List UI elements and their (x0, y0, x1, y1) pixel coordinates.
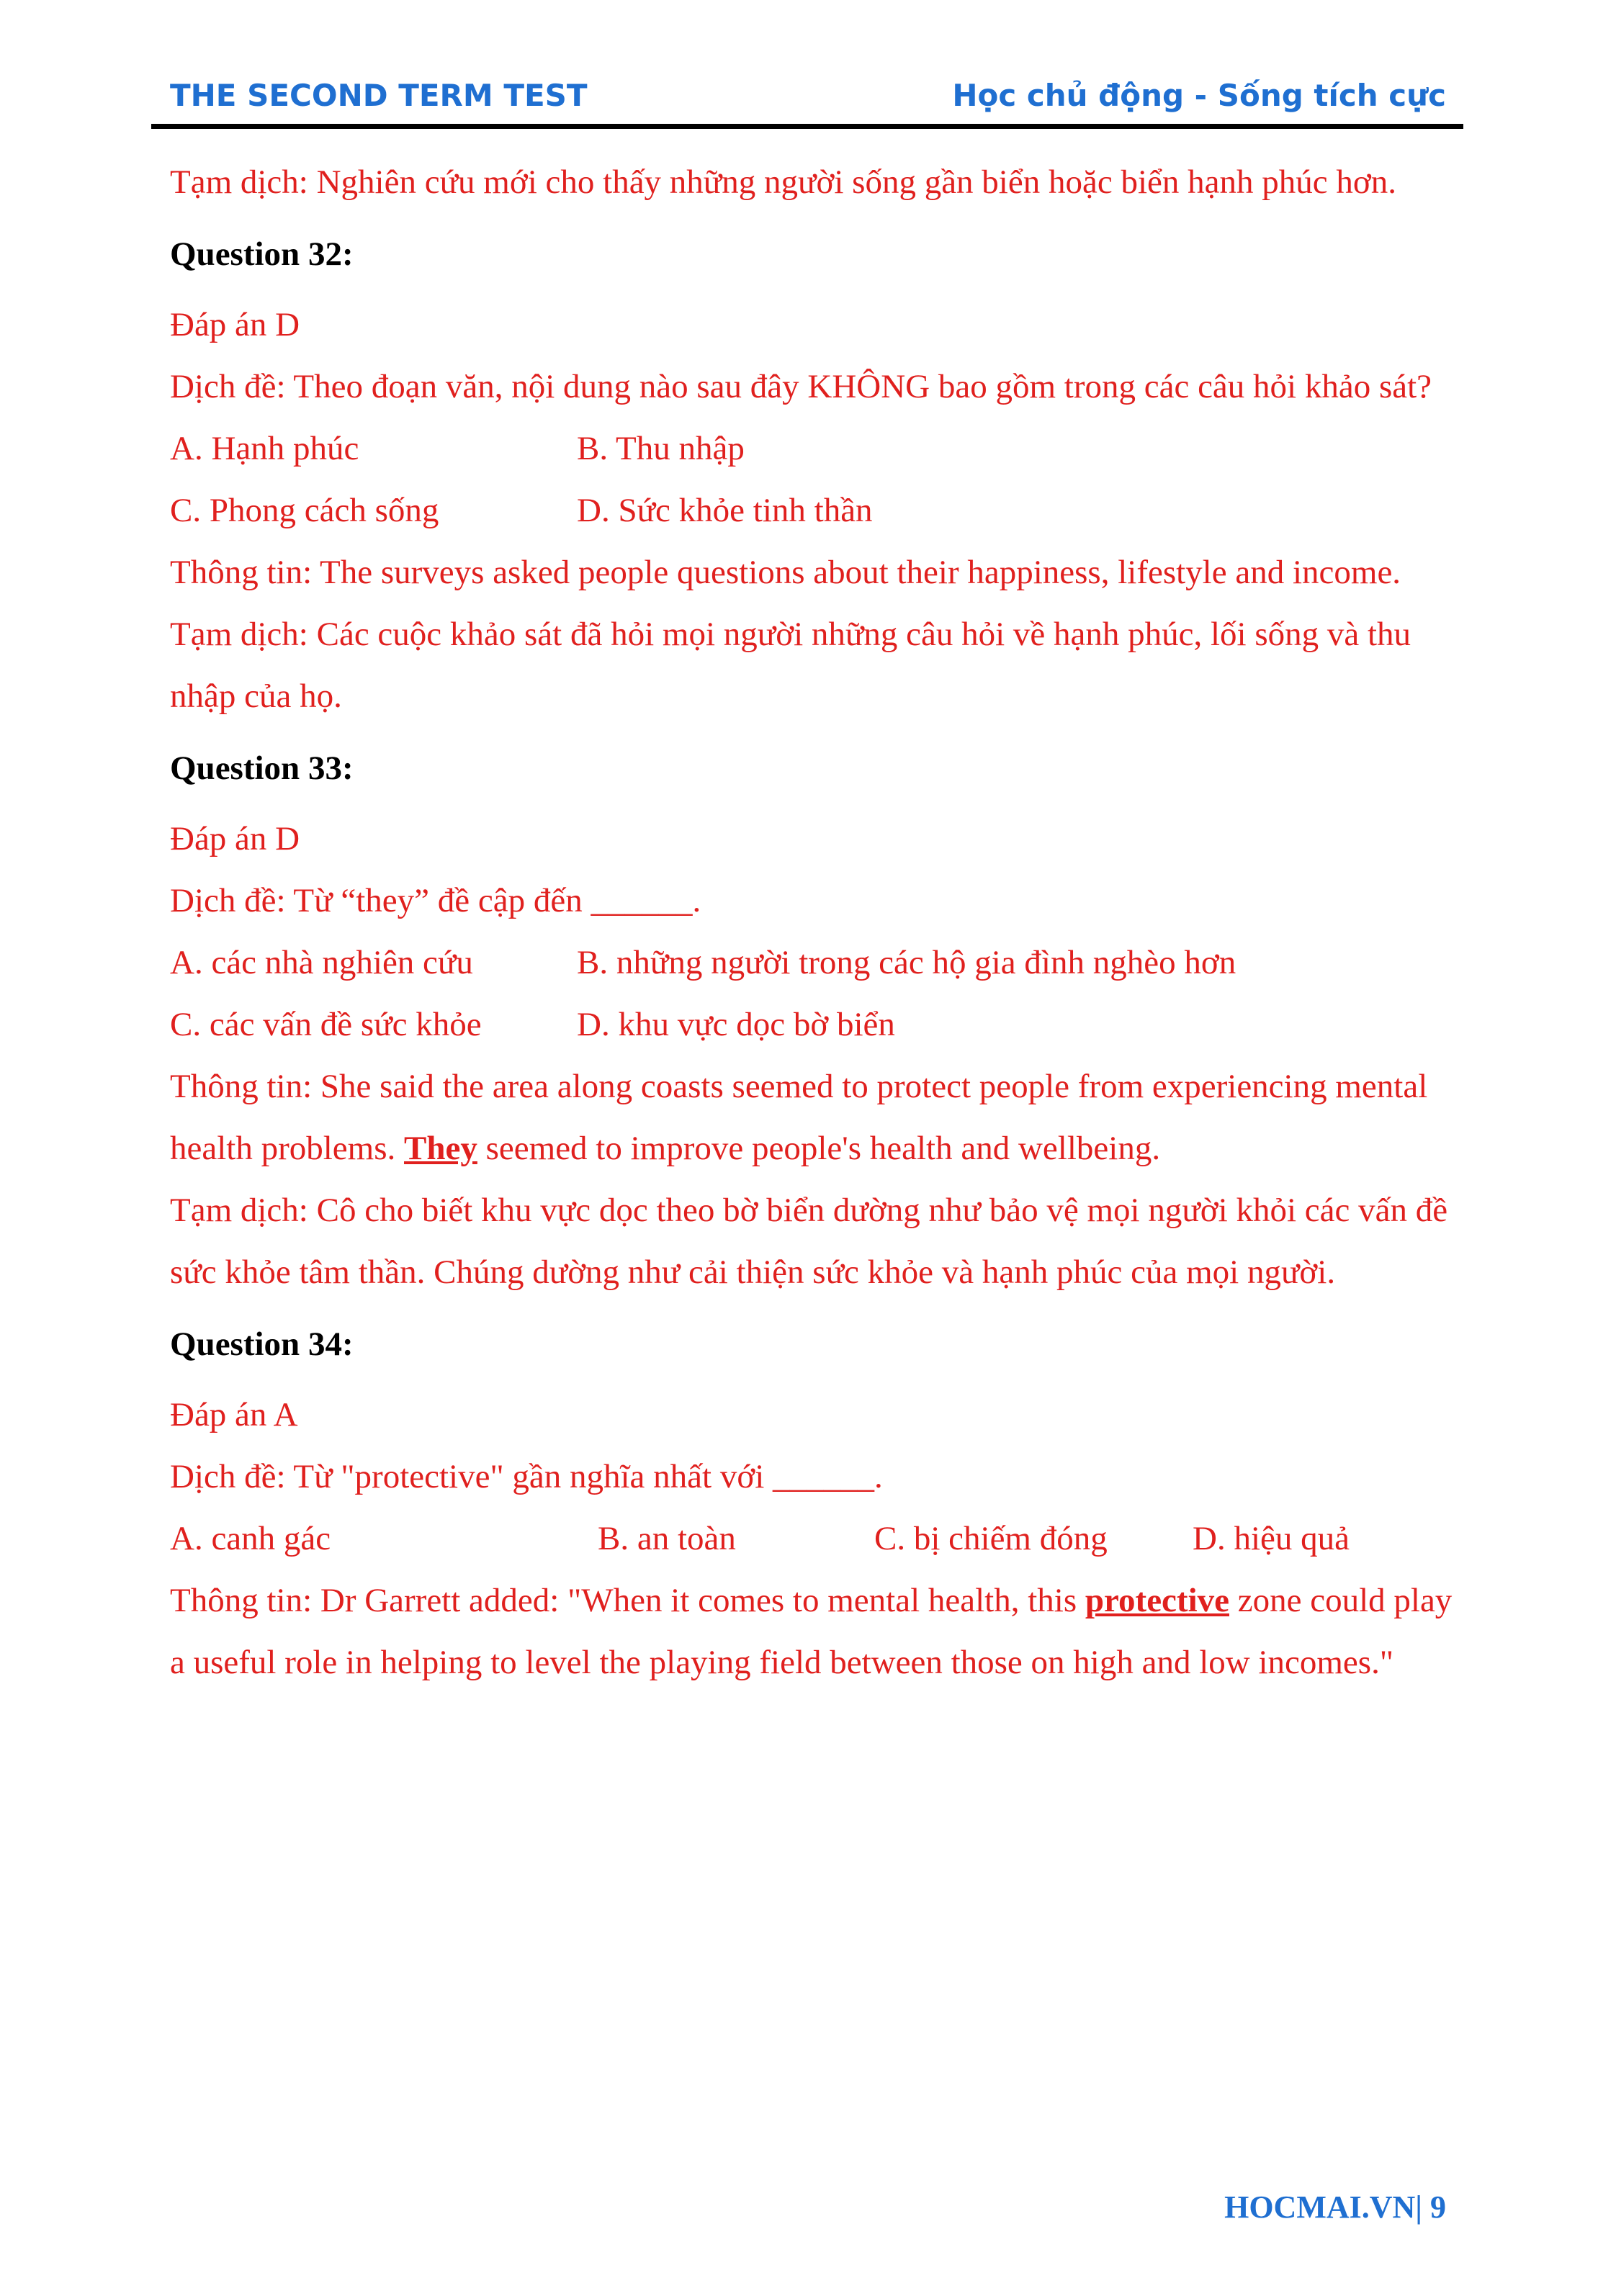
question-33-option-c: C. các vấn đề sức khỏe (170, 1006, 482, 1043)
header-title: THE SECOND TERM TEST (170, 78, 588, 113)
question-33-answer: Đáp án D (170, 820, 300, 857)
question-34-option-d: D. hiệu quả (1193, 1520, 1350, 1557)
question-34-option-c: C. bị chiếm đóng (874, 1520, 1108, 1557)
question-33-options-row-1 (170, 932, 1459, 994)
question-34-info-after: zone could play a useful role in helping to level the playing field between those on high and low incomes." (170, 1582, 1453, 1681)
question-33-options-row-2 (170, 994, 1459, 1055)
question-32-prompt: Dịch đề: Theo đoạn văn, nội dung nào sau đây KHÔNG bao gồm trong các câu hỏi khảo sát? (170, 368, 1432, 405)
question-33-info (170, 1055, 1459, 1179)
question-32-option-c: C. Phong cách sống (170, 492, 439, 529)
question-32-title: Question 32: (170, 235, 354, 273)
footer-separator: | (1415, 2189, 1430, 2225)
page-footer (1224, 2189, 1446, 2225)
question-34-option-a: A. canh gác (170, 1520, 331, 1557)
question-33-option-b: B. những người trong các hộ gia đình nghèo hơn (577, 944, 1236, 981)
question-33-option-a: A. các nhà nghiên cứu (170, 944, 473, 981)
question-33-info-before: Thông tin: She said the area along coasts seemed to protect people from experiencing mental health problems. (170, 1068, 1428, 1167)
question-32-options-row-2 (170, 480, 1459, 541)
question-32-option-a: A. Hạnh phúc (170, 430, 359, 467)
question-33-option-d: D. khu vực dọc bờ biển (577, 1006, 895, 1043)
question-32-info: Thông tin: The surveys asked people questions about their happiness, lifestyle and income. (170, 554, 1401, 591)
question-33-keyword: They (404, 1130, 477, 1167)
question-33-prompt: Dịch đề: Từ “they” đề cập đến ______. (170, 882, 701, 919)
question-34-options-row (170, 1508, 1459, 1570)
question-34-option-b: B. an toàn (598, 1520, 736, 1557)
page-body (170, 151, 1459, 1693)
question-32-translation: Tạm dịch: Các cuộc khảo sát đã hỏi mọi người những câu hỏi về hạnh phúc, lối sống và thu nhập của họ. (170, 616, 1411, 715)
question-34-info-before: Thông tin: Dr Garrett added: "When it comes to mental health, this (170, 1582, 1085, 1619)
question-34-keyword: protective (1085, 1582, 1229, 1619)
header-slogan: Học chủ động - Sống tích cực (952, 78, 1446, 113)
question-34-prompt: Dịch đề: Từ "protective" gần nghĩa nhất với ______. (170, 1458, 883, 1495)
page-number: 9 (1430, 2189, 1446, 2225)
header-divider (151, 124, 1463, 129)
footer-site: HOCMAI.VN (1224, 2189, 1416, 2225)
intro-translation: Tạm dịch: Nghiên cứu mới cho thấy những người sống gần biển hoặc biển hạnh phúc hơn. (170, 163, 1396, 201)
question-32-answer: Đáp án D (170, 306, 300, 343)
question-32-option-d: D. Sức khỏe tinh thần (577, 492, 873, 529)
question-32-options-row-1 (170, 418, 1459, 480)
question-32-option-b: B. Thu nhập (577, 430, 745, 467)
question-33-title: Question 33: (170, 749, 354, 787)
question-33-info-after: seemed to improve people's health and wellbeing. (477, 1130, 1161, 1167)
question-34-title: Question 34: (170, 1325, 354, 1363)
question-33-translation: Tạm dịch: Cô cho biết khu vực dọc theo bờ biển dường như bảo vệ mọi người khỏi các vấn đề sức khỏe tâm thần. Chúng dường như cải thiện sức khỏe và hạnh phúc của mọi người. (170, 1192, 1448, 1291)
question-34-answer: Đáp án A (170, 1396, 298, 1433)
question-34-info (170, 1570, 1459, 1693)
